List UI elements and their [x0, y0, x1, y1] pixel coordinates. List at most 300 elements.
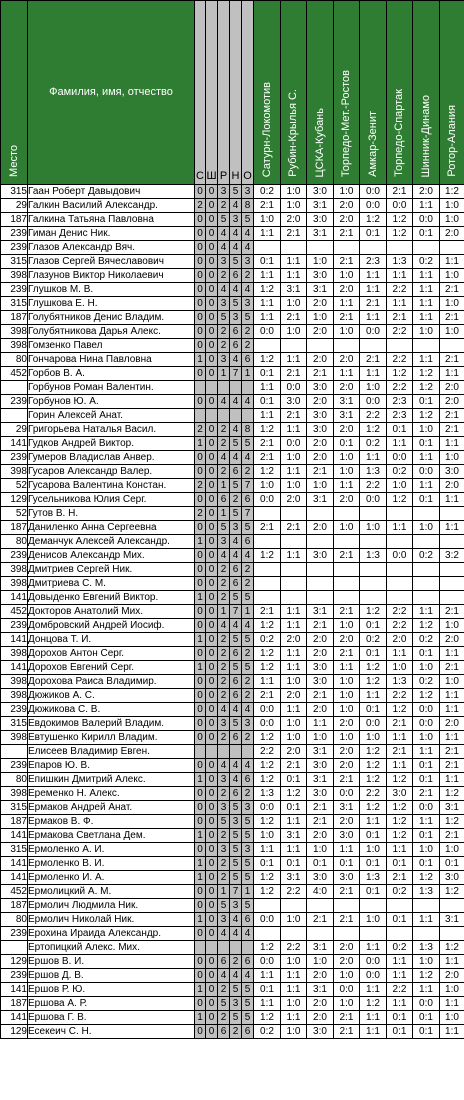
prediction-cell: 3:0 [307, 759, 334, 773]
prediction-cell: 0:1 [334, 437, 360, 451]
prediction-cell: 1:1 [413, 815, 440, 829]
prediction-cell: 1:1 [254, 227, 281, 241]
stat-cell: 6 [230, 787, 242, 801]
prediction-cell [334, 507, 360, 521]
prediction-cell: 0:0 [334, 787, 360, 801]
name-cell: Галкин Василий Александр. [28, 199, 195, 213]
prediction-cell: 2:2 [387, 283, 413, 297]
prediction-cell: 2:0 [307, 969, 334, 983]
prediction-cell: 1:2 [360, 759, 387, 773]
prediction-cell [254, 899, 281, 913]
stat-cell: 5 [242, 983, 254, 997]
stat-cell [195, 745, 206, 759]
prediction-cell: 1:0 [281, 199, 307, 213]
prediction-cell: 1:2 [254, 885, 281, 899]
stat-cell: 6 [242, 535, 254, 549]
prediction-cell: 1:0 [334, 689, 360, 703]
place-cell: 452 [1, 605, 28, 619]
prediction-cell: 1:1 [360, 283, 387, 297]
stat-cell: 2 [218, 465, 230, 479]
stat-cell: 5 [242, 997, 254, 1011]
name-cell: Глазунов Виктор Николаевич [28, 269, 195, 283]
prediction-cell: 2:2 [360, 787, 387, 801]
stat-cell: 2 [230, 493, 242, 507]
header-row [1, 1, 464, 185]
table-row [1, 227, 464, 241]
prediction-cell: 0:2 [360, 437, 387, 451]
prediction-cell: 1:2 [254, 549, 281, 563]
prediction-cell: 1:0 [334, 521, 360, 535]
name-cell: Ермаков Андрей Анат. [28, 801, 195, 815]
stat-cell: 3 [230, 997, 242, 1011]
prediction-cell: 1:1 [387, 731, 413, 745]
prediction-cell: 1:0 [281, 955, 307, 969]
place-header: Место [1, 1, 28, 185]
name-cell: Донцова Т. И. [28, 633, 195, 647]
prediction-cell: 2:2 [387, 619, 413, 633]
stat-cell: 7 [230, 885, 242, 899]
stat-cell: 4 [242, 759, 254, 773]
prediction-cell: 1:2 [413, 409, 440, 423]
stat-cell: 0 [206, 605, 218, 619]
name-cell: Есекеич С. Н. [28, 1025, 195, 1039]
prediction-cell: 2:1 [281, 227, 307, 241]
prediction-cell: 1:2 [254, 283, 281, 297]
stat-cell: 0 [206, 997, 218, 1011]
prediction-cell [413, 339, 440, 353]
stat-cell: 2 [218, 591, 230, 605]
prediction-cell: 1:2 [440, 815, 464, 829]
stat-cell: 2 [195, 423, 206, 437]
prediction-cell: 2:0 [334, 815, 360, 829]
name-cell: Дорохов Антон Серг. [28, 647, 195, 661]
prediction-cell: 1:1 [413, 745, 440, 759]
prediction-cell: 1:1 [440, 255, 464, 269]
name-cell: Ермакова Светлана Дем. [28, 829, 195, 843]
prediction-cell: 1:1 [413, 297, 440, 311]
stat-cell: 5 [230, 507, 242, 521]
stat-cell: 6 [218, 1025, 230, 1039]
stat-cell [206, 745, 218, 759]
prediction-cell: 2:1 [334, 885, 360, 899]
place-cell [1, 381, 28, 395]
prediction-cell: 1:2 [440, 185, 464, 199]
name-cell: Епишкин Дмитрий Алекс. [28, 773, 195, 787]
stat-cell: 5 [230, 871, 242, 885]
stat-cell: 4 [218, 927, 230, 941]
table-row [1, 423, 464, 437]
place-cell: 315 [1, 297, 28, 311]
stat-cell: 0 [206, 395, 218, 409]
prediction-cell: 2:3 [387, 395, 413, 409]
prediction-cell: 1:1 [387, 297, 413, 311]
stat-cell: 0 [195, 283, 206, 297]
prediction-cell: 2:1 [440, 605, 464, 619]
stat-cell: 1 [195, 871, 206, 885]
name-cell: Гусарова Валентина Констан. [28, 479, 195, 493]
stat-cell: 2 [218, 633, 230, 647]
prediction-cell [440, 507, 464, 521]
prediction-cell: 1:1 [440, 521, 464, 535]
prediction-cell: 1:1 [360, 815, 387, 829]
stat-cell: 2 [218, 423, 230, 437]
prediction-cell [254, 591, 281, 605]
prediction-cell: 1:0 [307, 479, 334, 493]
place-cell: 315 [1, 185, 28, 199]
prediction-cell: 2:1 [387, 185, 413, 199]
stat-cell: 0 [206, 521, 218, 535]
stat-cell: 0 [195, 451, 206, 465]
match-header-2: Рубин-Крылья С. [281, 1, 307, 185]
prediction-cell: 1:1 [281, 619, 307, 633]
stat-cell: 5 [230, 297, 242, 311]
prediction-cell: 1:2 [387, 493, 413, 507]
stat-cell: 3 [242, 185, 254, 199]
name-cell: Ермолич Людмила Ник. [28, 899, 195, 913]
stat-cell [242, 745, 254, 759]
prediction-cell: 0:1 [307, 857, 334, 871]
table-row [1, 577, 464, 591]
stat-cell: 1 [218, 507, 230, 521]
prediction-cell [334, 577, 360, 591]
name-cell: Ермоленко А. И. [28, 843, 195, 857]
prediction-cell: 1:1 [387, 843, 413, 857]
stat-cell: 5 [242, 1011, 254, 1025]
stat-cell: 4 [242, 703, 254, 717]
stat-cell: 2 [242, 325, 254, 339]
table-row [1, 633, 464, 647]
name-cell: Ермоленко В. И. [28, 857, 195, 871]
prediction-cell: 1:2 [254, 619, 281, 633]
prediction-cell: 1:3 [413, 941, 440, 955]
prediction-cell: 0:0 [413, 465, 440, 479]
stat-cell: 0 [195, 997, 206, 1011]
prediction-cell: 2:1 [440, 409, 464, 423]
match-header-7: Шинник-Динамо [413, 1, 440, 185]
prediction-cell [387, 339, 413, 353]
name-cell: Денисов Александр Мих. [28, 549, 195, 563]
match-header-1: Сатурн-Локомотив [254, 1, 281, 185]
prediction-cell: 2:0 [334, 745, 360, 759]
stat-cell: 1 [195, 633, 206, 647]
prediction-cell: 0:1 [387, 423, 413, 437]
stat-cell: 2 [242, 563, 254, 577]
prediction-cell: 0:1 [334, 857, 360, 871]
match-header-3: ЦСКА-Кубань [307, 1, 334, 185]
prediction-cell [413, 507, 440, 521]
stat-cell: 5 [242, 857, 254, 871]
prediction-cell [281, 339, 307, 353]
prediction-cell: 0:0 [254, 703, 281, 717]
stat-cell: 0 [195, 689, 206, 703]
prediction-cell: 2:3 [360, 255, 387, 269]
stat-cell: 5 [242, 829, 254, 843]
prediction-cell: 1:2 [387, 801, 413, 815]
prediction-cell [387, 899, 413, 913]
stat-cell: 0 [206, 213, 218, 227]
stat-cell: 5 [242, 311, 254, 325]
prediction-cell: 1:1 [413, 199, 440, 213]
prediction-cell: 1:0 [334, 731, 360, 745]
prediction-cell [281, 507, 307, 521]
stat-cell: 1 [195, 353, 206, 367]
prediction-cell [440, 563, 464, 577]
table-row [1, 283, 464, 297]
prediction-cell: 0:1 [254, 367, 281, 381]
prediction-cell [440, 241, 464, 255]
stat-cell: 0 [195, 717, 206, 731]
stat-cell: 0 [195, 1025, 206, 1039]
place-cell: 80 [1, 535, 28, 549]
prediction-cell: 2:0 [307, 647, 334, 661]
stat-cell: 0 [206, 311, 218, 325]
stat-cell: 5 [242, 521, 254, 535]
prediction-cell: 1:0 [307, 843, 334, 857]
prediction-cell: 1:0 [440, 843, 464, 857]
prediction-cell: 2:1 [334, 311, 360, 325]
prediction-cell: 0:0 [281, 437, 307, 451]
prediction-cell: 1:2 [360, 745, 387, 759]
prediction-cell: 1:1 [281, 661, 307, 675]
prediction-cell: 3:0 [307, 269, 334, 283]
name-cell: Еременко Н. Алекс. [28, 787, 195, 801]
stat-cell: 2 [242, 787, 254, 801]
stat-cell [230, 745, 242, 759]
prediction-cell: 2:1 [440, 311, 464, 325]
name-cell: Горбов В. А. [28, 367, 195, 381]
prediction-cell: 1:1 [281, 605, 307, 619]
stat-cell: 2 [218, 199, 230, 213]
prediction-cell: 1:2 [281, 787, 307, 801]
prediction-cell: 0:2 [254, 633, 281, 647]
prediction-cell: 2:0 [440, 717, 464, 731]
prediction-cell: 2:0 [307, 437, 334, 451]
place-cell: 141 [1, 591, 28, 605]
table-row [1, 913, 464, 927]
place-cell: 187 [1, 899, 28, 913]
prediction-cell: 2:1 [307, 465, 334, 479]
place-cell: 398 [1, 577, 28, 591]
prediction-cell: 1:0 [307, 955, 334, 969]
prediction-cell: 1:1 [254, 675, 281, 689]
stat-cell: 4 [218, 283, 230, 297]
place-cell: 452 [1, 885, 28, 899]
prediction-cell: 2:0 [440, 227, 464, 241]
prediction-cell [360, 535, 387, 549]
prediction-cell: 1:0 [440, 213, 464, 227]
stat-cell [218, 745, 230, 759]
prediction-cell: 2:1 [334, 605, 360, 619]
place-cell: 398 [1, 675, 28, 689]
prediction-cell: 2:0 [307, 297, 334, 311]
prediction-cell: 2:2 [254, 745, 281, 759]
prediction-cell: 1:0 [387, 479, 413, 493]
place-cell: 398 [1, 563, 28, 577]
table-row [1, 983, 464, 997]
prediction-cell: 1:0 [413, 661, 440, 675]
stat-cell: 3 [242, 255, 254, 269]
name-cell: Галкина Татьяна Павловна [28, 213, 195, 227]
prediction-cell: 0:0 [387, 199, 413, 213]
prediction-cell: 1:2 [413, 689, 440, 703]
prediction-cell [360, 577, 387, 591]
name-cell: Гусельникова Юлия Серг. [28, 493, 195, 507]
stat-cell [218, 941, 230, 955]
prediction-cell: 3:1 [307, 493, 334, 507]
prediction-cell: 1:1 [281, 843, 307, 857]
prediction-cell: 0:1 [413, 647, 440, 661]
prediction-cell: 0:0 [413, 801, 440, 815]
prediction-cell: 0:2 [387, 885, 413, 899]
place-cell: 52 [1, 479, 28, 493]
stat-cell: 0 [206, 787, 218, 801]
stat-cell: 5 [230, 843, 242, 857]
prediction-cell: 1:1 [360, 941, 387, 955]
stat-cell: 3 [218, 353, 230, 367]
name-cell: Ермоленко И. А. [28, 871, 195, 885]
prediction-cell: 2:1 [254, 605, 281, 619]
prediction-cell: 2:1 [307, 913, 334, 927]
prediction-cell: 1:0 [440, 199, 464, 213]
prediction-cell: 1:0 [281, 297, 307, 311]
prediction-cell: 3:0 [307, 871, 334, 885]
prediction-cell: 2:0 [334, 759, 360, 773]
stat-cell: 0 [195, 185, 206, 199]
stat-cell: 0 [206, 591, 218, 605]
stat-cell: 0 [206, 199, 218, 213]
prediction-cell: 0:0 [387, 549, 413, 563]
stat-cell: 0 [206, 297, 218, 311]
prediction-cell: 1:2 [254, 871, 281, 885]
prediction-cell: 1:1 [440, 997, 464, 1011]
stat-cell: 4 [242, 969, 254, 983]
stat-cell: 4 [242, 549, 254, 563]
prediction-cell: 1:1 [387, 997, 413, 1011]
stat-cell: 6 [242, 773, 254, 787]
prediction-cell: 1:2 [254, 423, 281, 437]
prediction-cell: 0:1 [387, 913, 413, 927]
name-cell: Григорьева Наталья Васил. [28, 423, 195, 437]
prediction-cell: 2:1 [281, 311, 307, 325]
stat-cell: 5 [218, 899, 230, 913]
prediction-cell [387, 507, 413, 521]
stat-cell: 2 [195, 199, 206, 213]
stat-cell: 0 [206, 185, 218, 199]
table-row [1, 997, 464, 1011]
place-cell: 398 [1, 731, 28, 745]
prediction-cell: 1:1 [413, 283, 440, 297]
stat-cell: 4 [230, 199, 242, 213]
prediction-cell: 1:0 [334, 619, 360, 633]
prediction-cell: 1:0 [281, 185, 307, 199]
name-cell: Гомзенко Павел [28, 339, 195, 353]
stat-cell: 5 [230, 437, 242, 451]
stat-cell: 6 [230, 675, 242, 689]
prediction-cell: 2:2 [387, 689, 413, 703]
stat-cell: 6 [230, 339, 242, 353]
prediction-cell: 2:0 [334, 381, 360, 395]
prediction-cell: 3:0 [307, 381, 334, 395]
prediction-cell [387, 927, 413, 941]
name-cell: Дмитриев Сергей Ник. [28, 563, 195, 577]
prediction-cell: 2:1 [307, 815, 334, 829]
stat-cell: 4 [218, 395, 230, 409]
prediction-cell: 3:1 [307, 773, 334, 787]
prediction-cell [254, 339, 281, 353]
prediction-cell: 0:1 [281, 801, 307, 815]
place-cell: 187 [1, 997, 28, 1011]
prediction-cell: 1:1 [413, 451, 440, 465]
place-cell: 239 [1, 759, 28, 773]
prediction-cell: 3:0 [334, 829, 360, 843]
stat-cell: 3 [218, 843, 230, 857]
stat-header-n: Н [230, 1, 242, 185]
prediction-cell: 2:1 [440, 759, 464, 773]
name-cell: Домбровский Андрей Иосиф. [28, 619, 195, 633]
place-cell: 187 [1, 213, 28, 227]
prediction-cell: 1:1 [387, 647, 413, 661]
table-row [1, 1011, 464, 1025]
stat-cell: 5 [230, 983, 242, 997]
stat-cell: 6 [230, 465, 242, 479]
stat-cell: 1 [195, 983, 206, 997]
prediction-cell [440, 535, 464, 549]
prediction-cell: 2:0 [440, 969, 464, 983]
stat-cell: 0 [206, 283, 218, 297]
name-cell: Гаан Роберт Давыдович [28, 185, 195, 199]
prediction-cell: 0:1 [360, 647, 387, 661]
prediction-cell [334, 591, 360, 605]
stat-cell: 0 [195, 241, 206, 255]
prediction-cell: 1:0 [440, 297, 464, 311]
prediction-cell: 3:1 [334, 801, 360, 815]
stat-cell: 4 [218, 703, 230, 717]
place-cell [1, 745, 28, 759]
stat-cell: 5 [242, 437, 254, 451]
table-row [1, 311, 464, 325]
prediction-cell: 1:0 [360, 843, 387, 857]
table-row [1, 199, 464, 213]
stat-cell: 2 [218, 437, 230, 451]
name-cell: Ершов Р. Ю. [28, 983, 195, 997]
prediction-cell: 2:2 [387, 325, 413, 339]
stat-cell: 3 [230, 521, 242, 535]
stat-cell: 1 [218, 367, 230, 381]
prediction-cell: 3:0 [281, 395, 307, 409]
stat-cell: 2 [218, 983, 230, 997]
prediction-cell: 2:2 [387, 605, 413, 619]
stat-cell: 0 [206, 255, 218, 269]
prediction-cell: 2:1 [281, 759, 307, 773]
prediction-cell: 0:1 [413, 395, 440, 409]
prediction-cell: 1:0 [254, 829, 281, 843]
prediction-cell: 3:0 [440, 465, 464, 479]
prediction-cell: 1:1 [413, 983, 440, 997]
stat-cell: 0 [206, 829, 218, 843]
prediction-cell: 3:1 [281, 829, 307, 843]
prediction-cell: 0:0 [254, 325, 281, 339]
prediction-cell: 1:1 [413, 311, 440, 325]
prediction-cell: 0:0 [254, 801, 281, 815]
prediction-cell: 0:1 [254, 395, 281, 409]
prediction-cell [440, 339, 464, 353]
prediction-cell: 0:1 [413, 759, 440, 773]
stat-cell: 2 [230, 1025, 242, 1039]
prediction-cell [334, 339, 360, 353]
prediction-cell: 1:1 [281, 1011, 307, 1025]
prediction-cell: 1:0 [360, 521, 387, 535]
prediction-cell: 1:2 [254, 647, 281, 661]
